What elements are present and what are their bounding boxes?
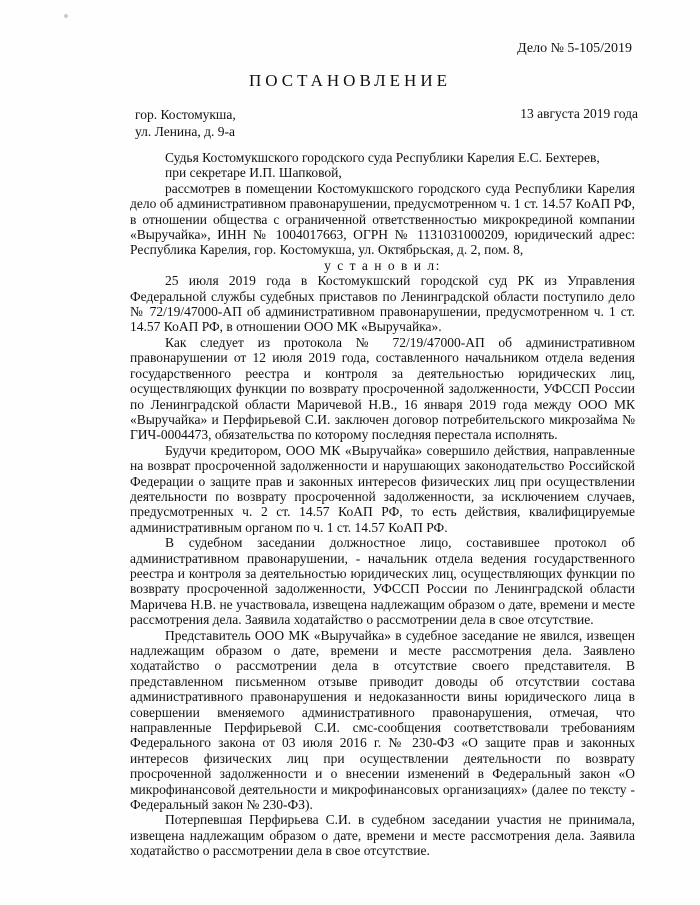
- document-title: ПОСТАНОВЛЕНИЕ: [248, 71, 451, 90]
- scan-speck: [64, 14, 68, 18]
- secretary-line: при секретаре И.П. Шапковой,: [165, 165, 342, 181]
- place-block: [135, 106, 236, 140]
- paragraph-creditor: Будучи кредитором, ООО МК «Выручайка» совершило действия, направленные на возврат просроченной задолженности и нарушающих законодательство Российской Федерации о защите прав и законных интересов физических лиц при осуществлении деятельности по возврату просроченной задолженности, за исключением случаев, предусмотренных ч. 2 ст. 14.57 КоАП РФ, то есть действия, квалифицируемые административным органом по ч. 1 ст. 14.57 КоАП РФ.: [130, 442, 635, 535]
- place-city: гор. Костомукша,: [135, 107, 236, 122]
- judge-line: Судья Костомукшского городского суда Республики Карелия Е.С. Бехтерев,: [165, 150, 600, 165]
- established-heading: у с т а н о в и л:: [324, 257, 441, 273]
- document-body: [130, 150, 635, 859]
- paragraph-victim: Потерпевшая Перфирьева С.И. в судебном заседании участия не принимала, извещена надлежащим образом о дате, времени и месте рассмотрения дела. Заявила ходатайство о рассмотрении дела в свое отсутствие.: [130, 812, 635, 859]
- document-date: 13 августа 2019 года: [520, 106, 638, 121]
- place-address: ул. Ленина, д. 9-а: [135, 124, 235, 139]
- paragraph-protocol: Как следует из протокола № 72/19/47000-АП об административном правонарушении от 12 июля 2019 года, составленного начальником отдела ведения государственного реестра и контроля за деятельностью юридических лиц, осуществляющих функции по возврату просроченной задолженности, УФССП России по Ленинградской области Маричевой Н.В., 16 января 2019 года между ООО МК «Выручайка» и Перфирьевой С.И. заключен договор потребительского микрозайма № ГИЧ-0004473, обязательства по которому последняя перестала исполнять.: [130, 334, 635, 443]
- paragraph-official: В судебном заседании должностное лицо, составившее протокол об административном правонарушении, - начальник отдела ведения государственного реестра и контроля за деятельностью юридических лиц, осуществляющих функции по возврату просроченной задолженности, УФССП России по Ленинградской области Маричева Н.В. не участвовала, извещена надлежащим образом о дате, времени и месте рассмотрения дела. Заявила ходатайство о рассмотрении дела в свое отсутствие.: [130, 535, 635, 628]
- paragraph-receipt: 25 июля 2019 года в Костомукшский городской суд РК из Управления Федеральной службы судебных приставов по Ленинградской области поступило дело № 72/19/47000-АП об административном правонарушении, предусмотренном ч. 1 ст. 14.57 КоАП РФ, в отношении ООО МК «Выручайка».: [130, 273, 635, 335]
- paragraph-representative: Представитель ООО МК «Выручайка» в судебное заседание не явился, извещен надлежащим образом о дате, времени и месте рассмотрения дела. Заявлено ходатайство о рассмотрении дела в отсутствие своего представителя. В представленном письменном отзыве приводит доводы об отсутствии состава административного правонарушения и недоказанности вины юридического лица в совершении вменяемого административного правонарушения, отмечая, что направленные Перфирьевой С.И. смс-сообщения соответствовали требованиям Федерального закона от 03 июля 2016 г. № 230-ФЗ «О защите прав и законных интересов физических лиц при осуществлении деятельности по возврату просроченной задолженности и о внесении изменений в Федеральный закон «О микрофинансовой деятельности и микрофинансовых организациях» (далее по тексту - Федеральный закон № 230-ФЗ).: [130, 627, 635, 813]
- considering-paragraph: рассмотрев в помещении Костомукшского городского суда Республики Карелия дело об административном правонарушении, предусмотренном ч. 1 ст. 14.57 КоАП РФ, в отношении общества с ограниченной ответственностью микрокрединой компании «Выручайка», ИНН № 1004017663, ОГРН № 1131031000209, юридический адрес: Республика Карелия, гор. Костомукша, ул. Октябрьская, д. 2, пом. 8,: [130, 180, 635, 258]
- case-number: Дело № 5-105/2019: [517, 41, 632, 56]
